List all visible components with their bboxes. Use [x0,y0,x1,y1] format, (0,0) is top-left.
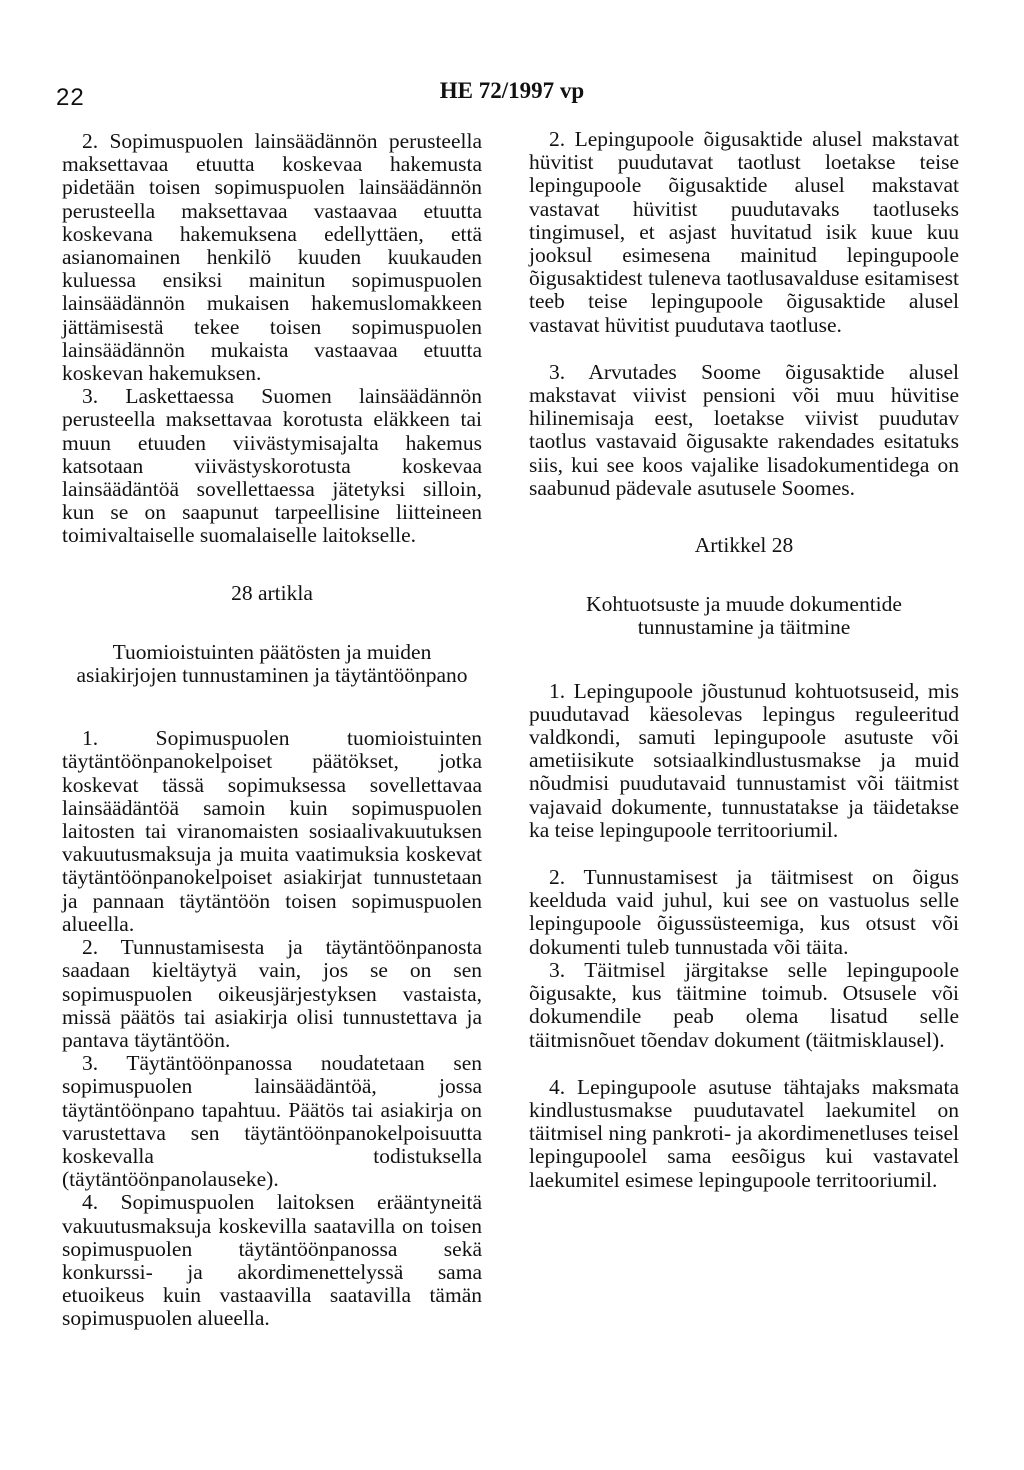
finnish-paragraph-3: 3. Laskettaessa Suomen lainsäädännön perusteella maksettavaa korotusta eläkkeen tai muun etuuden viivästymisajalta hakemus katsotaan viivästyskorotusta koskevaa lainsäädäntöä sovellettaessa jätetyksi silloin, kun se on saapunut tarpeellisine liitteineen toimivaltaiselle suomalaiselle laitokselle. [62,384,482,548]
estonian-article-paragraph-1: 1. Lepingupoole jõustunud kohtuotsuseid, mis puudutavad käesolevas lepingus reguleeritud valdkondi, samuti lepingupoole asutuste või ametiisikute sotsiaalkindlustusmakse ja muid nõudmisi puudutavaid tunnustamist või täitmist vajavaid dokumente, tunnustatakse ja täidetakse ka teise lepingupoole territooriumil. [529,678,959,842]
finnish-article-paragraph-2: 2. Tunnustamisesta ja täytäntöönpanosta saadaan kieltäytyä vain, jos se on sen sopimuspuolen oikeusjärjestyksen vastaista, missä päätös tai asiakirja olisi tunnustettava ja pantava täytäntöön. [62,935,482,1052]
estonian-article-paragraph-3: 3. Täitmisel järgitakse selle lepingupoole õigusakte, kus täitmine toimub. Otsusele või dokumendile peab olema lisatud selle täitmisnõuet tõendav dokument (täitmisklausel). [529,957,959,1052]
estonian-paragraph-3: 3. Arvutades Soome õigusaktide alusel makstavat viivist pensioni või muu hüvitise hilinemisaja eest, loetakse viivist puudutav taotlus vastavaid õigusakte rakendades esitatuks siis, kui see koos vajalike lisadokumentidega on saabunud pädevale asutusele Soomes. [529,359,959,500]
finnish-article-paragraph-3: 3. Täytäntöönpanossa noudatetaan sen sopimuspuolen lainsäädäntöä, jossa täytäntöönpano tapahtuu. Päätös tai asiakirja on varustettava sen täytäntöönpanokelpoisuutta koskevalla todistuksella (täytäntöönpanolauseke). [62,1051,482,1192]
finnish-article-number: 28 artikla [231,580,313,605]
finnish-article-paragraph-4: 4. Sopimuspuolen laitoksen erääntyneitä vakuutusmaksuja koskevilla saatavilla on toisen sopimuspuolen täytäntöönpanossa sekä konkurssi- ja akordimenettelyssä sama etuoikeus kuin vastaavilla saatavilla tämän sopimuspuolen alueella. [62,1190,482,1331]
estonian-article-number: Artikkel 28 [694,533,794,558]
finnish-paragraph-2: 2. Sopimuspuolen lainsäädännön perusteella maksettavaa etuutta koskevaa hakemusta pidetään toisen sopimuspuolen lainsäädännön perusteella maksettavaa vastaavaa etuutta koskevana hakemuksena edellyttäen, että asianomainen henkilö kuuden kuukauden kuluessa ensiksi mainitun sopimuspuolen lainsäädännön mukaisen hakemuslomakkeen jättämisestä tekee toisen sopimuspuolen lainsäädännön mukaista vastaavaa etuutta koskevan hakemuksen. [62,129,482,386]
estonian-article-paragraph-2: 2. Tunnustamisest ja täitmisest on õigus keelduda vaid juhul, kui see on vastuolus selle lepingupoole õigussüsteemiga, kus otsust või dokumenti tuleb tunnustada või täita. [529,865,959,959]
running-header: HE 72/1997 vp [439,78,585,103]
finnish-article-title: Tuomioistuinten päätösten ja muiden asiakirjojen tunnustaminen ja täytäntöönpano [76,639,468,688]
estonian-column [529,128,959,1192]
page-number: 22 [56,84,85,111]
estonian-article-title: Kohtuotsuste ja muude dokumentide tunnustamine ja täitmine [586,592,902,640]
estonian-paragraph-2: 2. Lepingupoole õigusaktide alusel makstavat hüvitist puudutavat taotlust loetakse teise lepingupoole õigusaktide alusel makstavat vastavat hüvitist puudutavaks taotluseks tingimusel, et asjast huvitatud isik kuue kuu jooksul esimesena mainitud lepingupoole õigusaktidest tuleneva taotlusavalduse esitamisest teeb teise lepingupoole õigusaktide alusel vastavat hüvitist puudutava taotluse. [529,127,959,337]
finnish-column [62,130,482,1331]
finnish-article-paragraph-1: 1. Sopimuspuolen tuomioistuinten täytäntöönpanokelpoiset päätökset, jotka koskevat tässä sopimuksessa sovellettavaa lainsäädäntöä samoin kuin sopimuspuolen laitosten tai viranomaisten sosiaalivakuutuksen vakuutusmaksuja ja muita vaatimuksia koskevat täytäntöönpanokelpoiset asiakirjat tunnustetaan ja pannaan täytäntöön toisen sopimuspuolen alueella. [62,726,482,936]
estonian-article-paragraph-4: 4. Lepingupoole asutuse tähtajaks maksmata kindlustusmakse puudutavatel laekumitel on täitmisel ning pankroti- ja akordimenetluses teisel lepingupoolel sama eesõigus kui vastavatel laekumitel esimese lepingupoole territooriumil. [529,1074,959,1192]
